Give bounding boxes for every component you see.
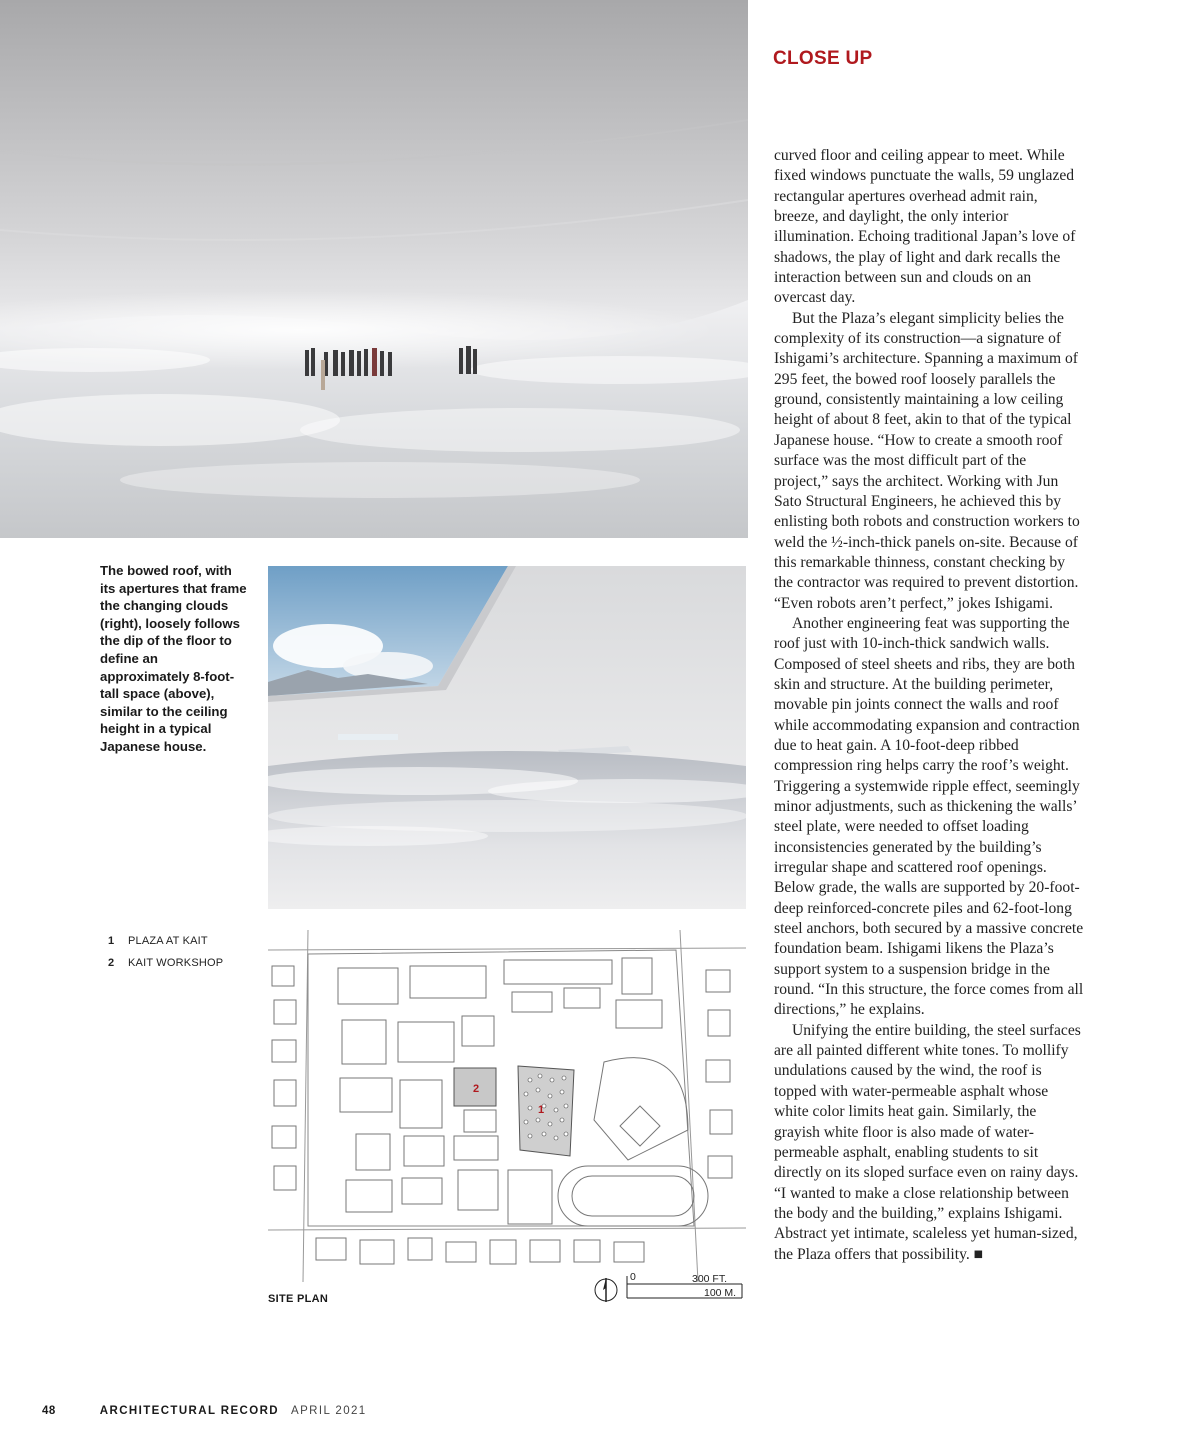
interior-photo-people [0,0,748,538]
article-paragraph: But the Plaza’s elegant simplicity belies the complexity of its construction—a signature of Ishigami’s architecture. Spanning a maximum of 295 feet, the bowed roof loosely parallels the ground, consistently maintaining a low ceiling height of about 8 feet, akin to that of the typical Japanese house. “How to create a smooth roof surface was the most difficult part of the project,” says the architect. Working with Jun Sato Structural Engineers, he achieved this by enlisting both robots and construction workers to weld the ½-inch-thick panels on-site. Because of this remarkable thinness, constant checking by the contractor was required to prevent distortion. “Even robots aren’t perfect,” jokes Ishigami. [774,309,1080,612]
page-number: 48 [42,1405,56,1417]
scale-zero: 0 [630,1271,636,1283]
section-label: CLOSE UP [773,48,873,69]
site-plan-marker-1: 1 [538,1104,545,1116]
site-plan-label: SITE PLAN [268,1293,329,1305]
legend-number: 1 [108,935,115,947]
page-footer [42,1405,367,1417]
scale-bar [594,1268,754,1312]
scale-feet: 300 FT. [692,1273,728,1285]
interior-photo-svg [0,0,748,538]
legend-item [108,952,223,974]
scale-meters: 100 M. [704,1287,737,1299]
legend-number: 2 [108,957,115,969]
article-paragraph: Unifying the entire building, the steel surfaces are all painted different white tones. To mollify undulations caused by the wind, the roof is topped with water-permeable asphalt whose white color limits heat gain. Similarly, the grayish white floor is also made of water-permeable asphalt, enabling students to sit directly on its sloped surface even on rainy days. “I wanted to make a close relationship between the body and the building,” explains Ishigami. Abstract yet intimate, scaleless yet human-sized, the Plaza offers that possibility. ■ [774,1021,1081,1263]
site-plan-drawing [268,930,746,1282]
photo-caption: The bowed roof, with its apertures that frame the changing clouds (right), loosely follows the dip of the floor to define an approximately 8-foot-tall space (above), similar to the ceiling height in a typical Japanese house. [100,563,247,754]
legend-label: PLAZA AT KAIT [128,935,208,947]
article-paragraph: curved floor and ceiling appear to meet. While fixed windows punctuate the walls, 59 unglazed rectangular apertures overhead admit rain, breeze, and daylight, the only interior illumination. Echoing traditional Japan’s love of shadows, the play of light and dark recalls the interaction between sun and clouds on an overcast day. [774,147,1076,307]
issue-date: APRIL 2021 [291,1405,367,1417]
legend-item [108,930,223,952]
magazine-name: ARCHITECTURAL RECORD [99,1405,279,1417]
article-paragraph: Another engineering feat was supporting the roof just with 10-inch-thick sandwich walls. Composed of steel sheets and ribs, they are both skin and structure. At the building perimeter, movable pin joints connect the walls and roof while accommodating expansion and contraction due to heat gain. A 10-foot-deep ribbed compression ring helps carry the roof’s weight. Triggering a systemwide ripple effect, seemingly minor adjustments, such as thickening the walls’ steel plate, were needed to offset loading inconsistencies generated by the building’s irregular shape and scattered roof openings. Below grade, the walls are supported by 20-foot-deep reinforced-concrete piles and 62-foot-long steel anchors, both secured by a massive concrete foundation beam. Ishigami likens the Plaza’s support system to a suspension bridge in the round. “In this structure, the force comes from all directions,” he explains. [774,614,1084,1019]
site-plan-svg [268,930,746,1282]
legend-label: KAIT WORKSHOP [128,957,224,969]
aperture-photo-svg [268,566,746,909]
site-plan-legend [108,930,223,974]
aperture-photo [268,566,746,909]
site-plan-marker-2: 2 [473,1083,480,1095]
article-body [774,146,1084,1265]
scale-bar-svg [594,1268,754,1312]
